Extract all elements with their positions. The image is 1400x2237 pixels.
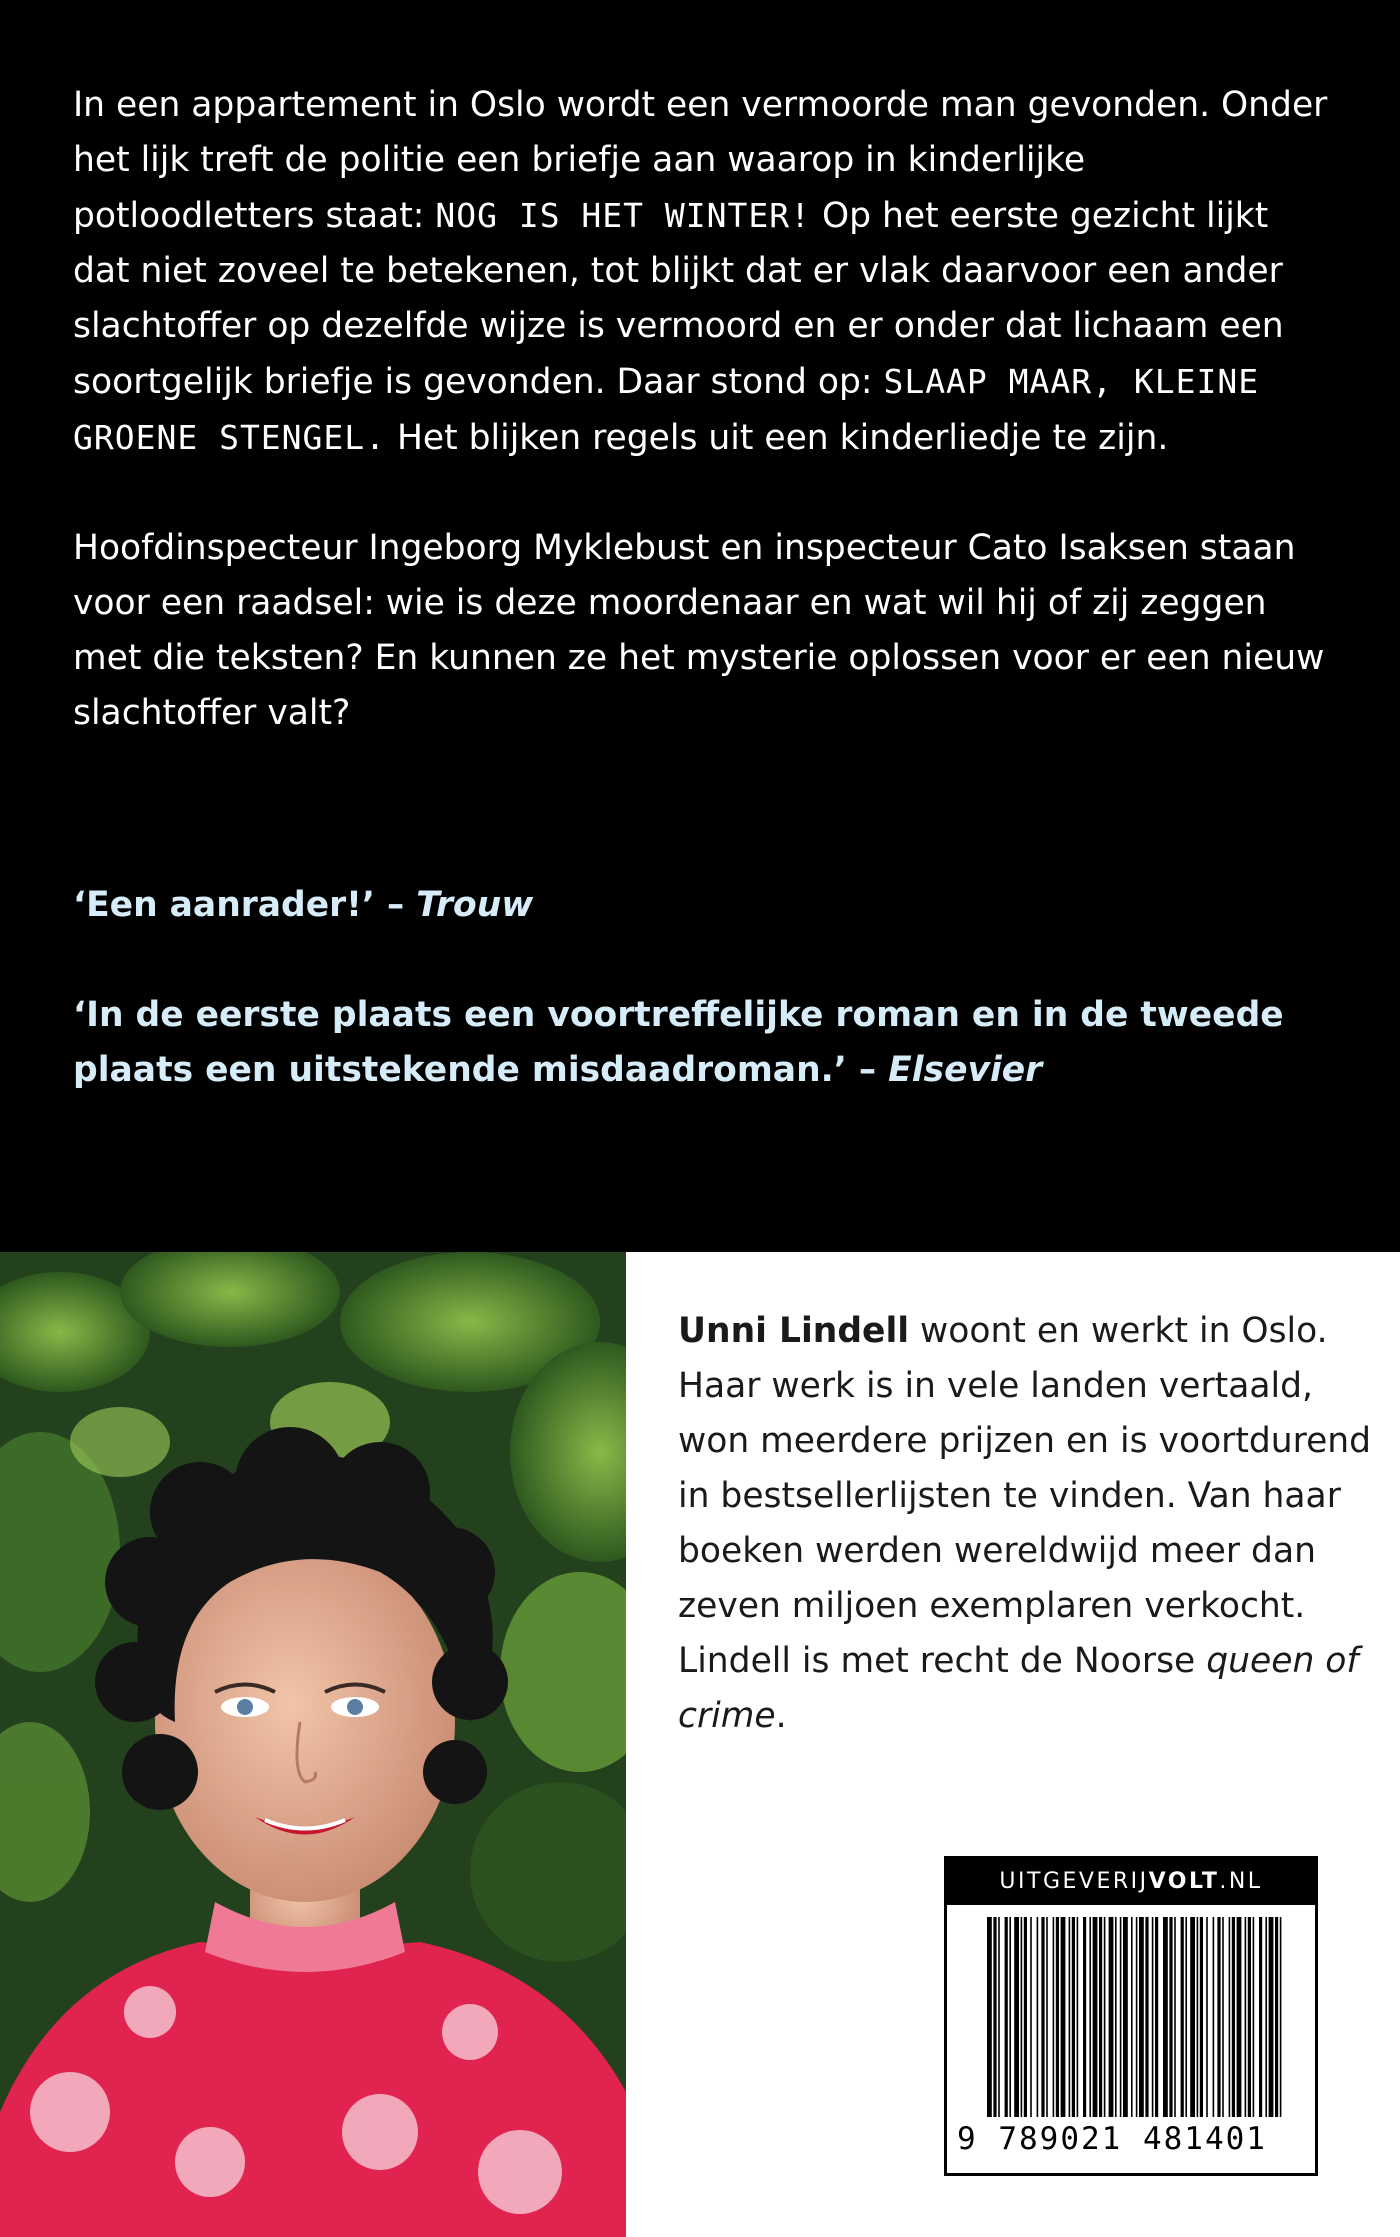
barcode-bar [1169,1917,1172,2117]
barcode-bar [1275,1917,1278,2117]
review-source-1: Trouw [416,885,534,925]
barcode-bar [1229,1917,1231,2117]
review-quote-1: ‘Een aanrader!’ – Trouw [73,885,534,925]
barcode-bar [1120,1917,1122,2117]
barcode-bar [1104,1917,1106,2117]
barcode-bar [1046,1917,1048,2117]
barcode-bar [1185,1917,1187,2117]
barcode-bar [1213,1917,1215,2117]
barcode-bar [1145,1917,1148,2117]
barcode-bar [993,1917,996,2117]
barcode-bar [1163,1917,1168,2117]
barcode-bar [1248,1917,1251,2117]
barcode-bar [1174,1917,1176,2117]
barcode-bar [1269,1917,1274,2117]
barcode-bar [1245,1917,1247,2117]
barcode-bar [1093,1917,1098,2117]
barcode-bar [1041,1917,1044,2117]
barcode-bar [1253,1917,1255,2117]
barcode-bar [1232,1917,1235,2117]
blurb-paragraph-1: In een appartement in Oslo wordt een vermoorde man gevonden. Onder het lijk treft de politie een briefje aan waarop in kinderlijke potloodletters staat: NOG IS HET WINTER! Op het eerste gezicht lijkt dat niet zoveel te betekenen, tot blijkt dat er vlak daarvoor een ander slachtoffer op dezelfde wijze is vermoord en er onder dat lichaam een soortgelijk briefje is gevonden. Daar stond op: SLAAP MAAR, KLEINE GROENE STENGEL. Het blijken regels uit een kinderliedje te zijn. [73,85,1328,458]
barcode-bar [1123,1917,1128,2117]
barcode-bar [1056,1917,1059,2117]
barcode-bar [1217,1917,1220,2117]
barcode-bar [1181,1917,1184,2117]
isbn-number: 9 789021 481401 [957,2121,1267,2157]
barcode-bar [987,1917,992,2117]
barcode-bar [1237,1917,1242,2117]
barcode-bars [987,1917,1287,2117]
barcode-bar [1069,1917,1071,2117]
barcode-bar [1131,1917,1133,2117]
barcode-bar [1072,1917,1075,2117]
handwritten-note-2: SLAAP MAAR, KLEINE GROENE STENGEL. [73,362,1260,457]
barcode-bar [1037,1917,1039,2117]
barcode-bar [1155,1917,1158,2117]
blurb-paragraph-2: Hoofdinspecteur Ingeborg Myklebust en inspecteur Cato Isaksen staan voor een raadsel: wie is deze moordenaar en wat wil hij of zij zeggen met die teksten? En kunnen ze het mysterie oplossen voor er een nieuw slachtoffer valt? [73,528,1325,733]
author-portrait-illustration [0,1252,626,2237]
barcode-bar [1259,1917,1262,2117]
barcode-bar [1014,1917,1019,2117]
barcode-bar [1109,1917,1114,2117]
barcode-label [944,1856,1318,2176]
barcode-bar [1115,1917,1117,2117]
barcode-bar [1280,1917,1282,2117]
barcode-bar [1152,1917,1154,2117]
barcode-bar [1190,1917,1195,2117]
barcode-bar [1083,1917,1086,2117]
barcode-bar [1024,1917,1027,2117]
publisher-url: UITGEVERIJVOLT.NL [947,1859,1315,1905]
barcode-bar [998,1917,1000,2117]
barcode-bar [1099,1917,1102,2117]
barcode-bar [1206,1917,1208,2117]
barcode-bar [1005,1917,1008,2117]
barcode-bar [1021,1917,1023,2117]
author-panel [626,1252,1400,2237]
barcode-bar [1030,1917,1032,2117]
barcode-bar [1197,1917,1199,2117]
barcode-bar [1061,1917,1066,2117]
barcode-bar [1089,1917,1091,2117]
bio-emphasis: queen of crime [678,1641,1359,1736]
author-photo [0,1252,626,2237]
blurb [73,78,1333,741]
barcode-bar [1200,1917,1203,2117]
barcode-bar [1077,1917,1079,2117]
barcode-bar [1136,1917,1138,2117]
review-source-2: Elsevier [888,1050,1043,1090]
barcode-bar [1139,1917,1144,2117]
barcode-bar [1222,1917,1224,2117]
barcode-bar [1265,1917,1267,2117]
barcode-bar [1053,1917,1055,2117]
author-bio: Unni Lindell woont en werkt in Oslo. Haar werk is in vele landen vertaald, won meerdere prijzen en is voortdurend in bestsellerlijsten te vinden. Van haar boeken werden wereldwijd meer dan zeven miljoen exemplaren verkocht. Lindell is met recht de Noorse queen of crime. [678,1311,1372,1736]
barcode-bar [1009,1917,1011,2117]
handwritten-note-1: NOG IS HET WINTER! [435,196,811,235]
review-quote-2: ‘In de eerste plaats een voortreffelijke roman en in de tweede plaats een uitstekende misdaadroman.’ – Elsevier [73,995,1284,1090]
author-name: Unni Lindell [678,1311,910,1351]
